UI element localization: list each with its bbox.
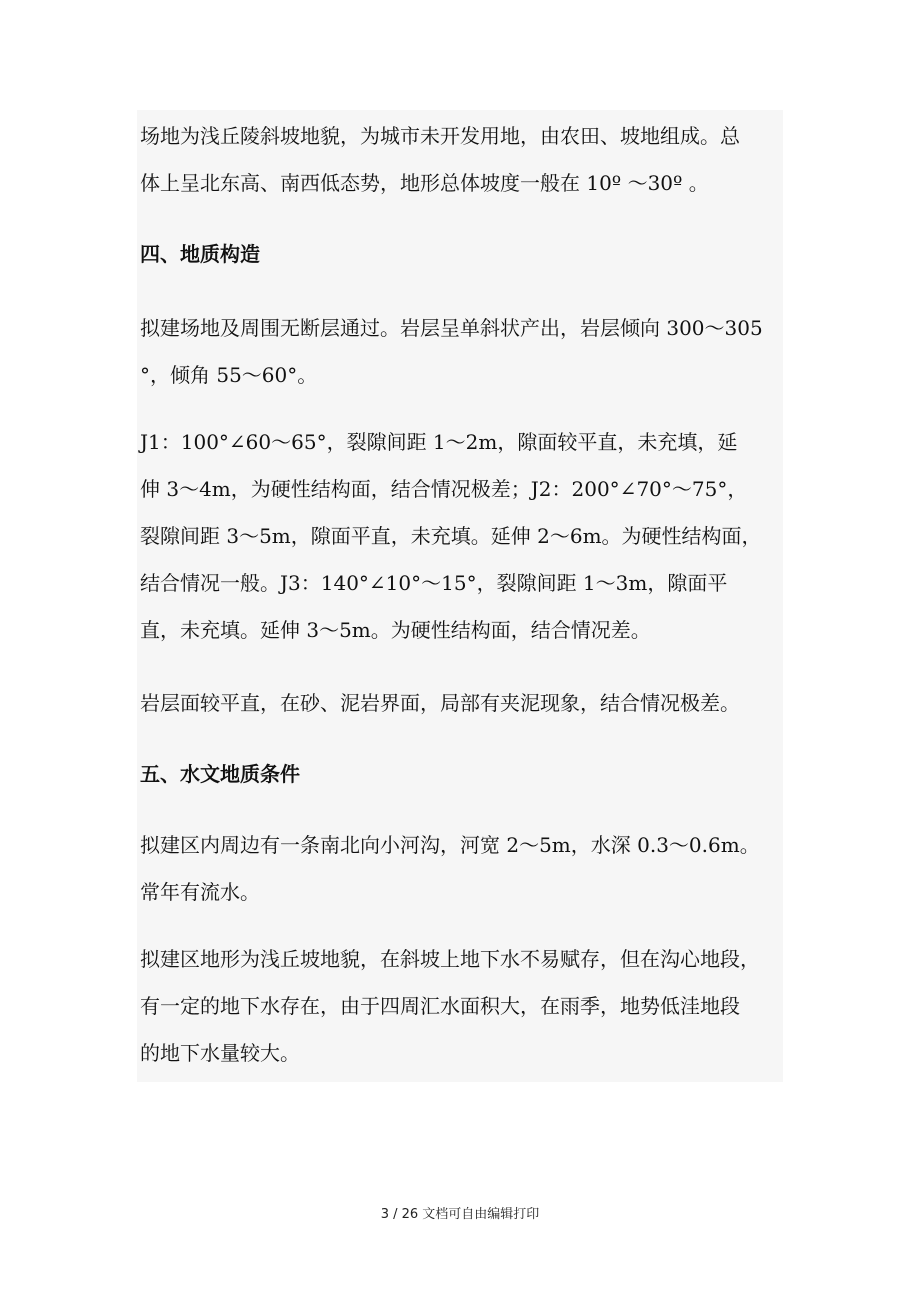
text-line: J1：100°∠60～65°，裂隙间距 1～2m，隙面较平直，未充填，延	[140, 430, 738, 454]
terrain-paragraph	[140, 113, 783, 207]
structure-paragraph-1	[140, 305, 783, 399]
page-footer: 3 / 26 文档可自由编辑打印	[380, 1207, 540, 1222]
heading-hydrogeology: 五、水文地质条件	[140, 762, 300, 786]
text-line: 拟建区内周边有一条南北向小河沟，河宽 2～5m，水深 0.3～0.6m。	[140, 833, 760, 857]
text-line: 场地为浅丘陵斜坡地貌，为城市未开发用地，由农田、坡地组成。总	[140, 124, 740, 148]
heading-geologic-structure: 四、地质构造	[140, 242, 260, 266]
text-line: 拟建区地形为浅丘坡地貌，在斜坡上地下水不易赋存，但在沟心地段，	[140, 947, 760, 971]
text-line: 裂隙间距 3～5m，隙面平直，未充填。延伸 2～6m。为硬性结构面，	[140, 524, 762, 548]
text-line: 的地下水量较大。	[140, 1041, 300, 1065]
text-line: 有一定的地下水存在，由于四周汇水面积大，在雨季，地势低洼地段	[140, 994, 740, 1018]
text-line: 伸 3～4m，为硬性结构面，结合情况极差；J2：200°∠70°～75°，	[140, 477, 748, 501]
hydro-paragraph-2	[140, 936, 783, 1077]
document-body	[137, 110, 783, 1082]
text-line: 常年有流水。	[140, 880, 260, 904]
text-line: 岩层面较平直，在砂、泥岩界面，局部有夹泥现象，结合情况极差。	[140, 691, 740, 715]
text-line: 直，未充填。延伸 3～5m。为硬性结构面，结合情况差。	[140, 618, 651, 642]
structure-paragraph-3	[140, 680, 783, 727]
text-line: 拟建场地及周围无断层通过。岩层呈单斜状产出，岩层倾向 300～305	[140, 316, 763, 340]
hydro-paragraph-1	[140, 822, 783, 916]
text-line: 结合情况一般。J3：140°∠10°～15°，裂隙间距 1～3m，隙面平	[140, 571, 728, 595]
structure-paragraph-2	[140, 419, 783, 654]
text-line: 体上呈北东高、南西低态势，地形总体坡度一般在 10º ～30º 。	[140, 171, 709, 195]
text-line: °，倾角 55～60°。	[140, 363, 318, 387]
